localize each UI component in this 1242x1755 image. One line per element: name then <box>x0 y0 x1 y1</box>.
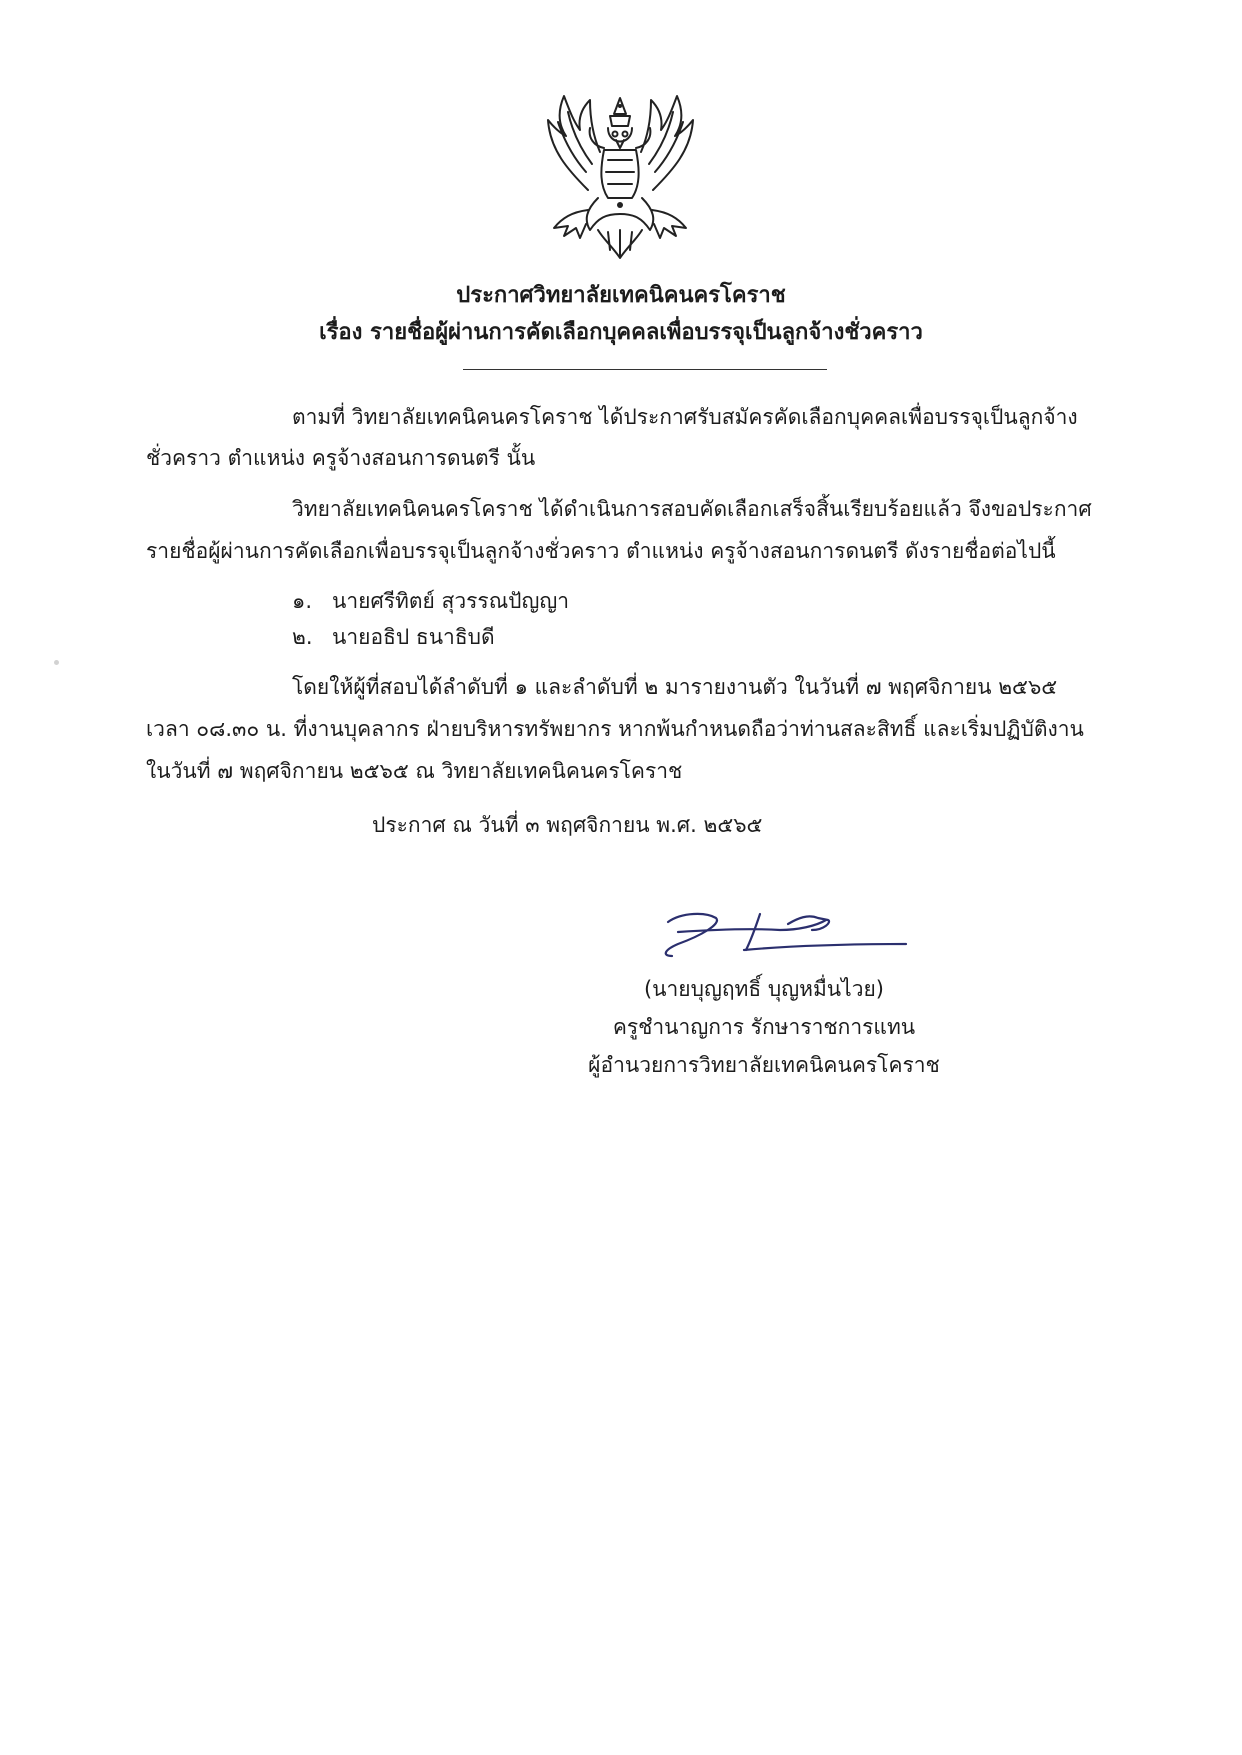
announce-date: ประกาศ ณ วันที่ ๓ พฤศจิกายน พ.ศ. ๒๕๖๕ <box>372 813 763 837</box>
signatory-name: (นายบุญฤทธิ์ บุญหมื่นไวย) <box>643 977 885 1001</box>
document-title: ประกาศวิทยาลัยเทคนิคนครโคราช <box>456 283 786 308</box>
signatory-position-1: ครูชำนาญการ รักษาราชการแทน <box>612 1015 916 1039</box>
garuda-emblem-icon <box>528 90 713 275</box>
paragraph-2-line-1: วิทยาลัยเทคนิคนครโคราช ได้ดำเนินการสอบคัดเลือกเสร็จสิ้นเรียบร้อยแล้ว จึงขอประกาศ <box>292 497 1092 521</box>
title-divider <box>463 369 827 370</box>
signatory-position-2: ผู้อำนวยการวิทยาลัยเทคนิคนครโคราช <box>588 1053 940 1077</box>
list-item-2-name: นายอธิป ธนาธิบดี <box>332 625 495 649</box>
list-item-1-name: นายศรีทิตย์ สุวรรณปัญญา <box>332 589 570 613</box>
paragraph-2-line-2: รายชื่อผู้ผ่านการคัดเลือกเพื่อบรรจุเป็นลูกจ้างชั่วคราว ตำแหน่ง ครูจ้างสอนการดนตรี ดังรายชื่อต่อไปนี้ <box>146 539 1056 563</box>
paragraph-3-line-2: เวลา ๐๘.๓๐ น. ที่งานบุคลากร ฝ่ายบริหารทรัพยากร หากพ้นกำหนดถือว่าท่านสละสิทธิ์ และเริ่มปฏิบัติงาน <box>146 717 1084 741</box>
list-item-1-number: ๑. <box>292 589 313 613</box>
scan-speck <box>54 660 59 665</box>
document-subject: เรื่อง รายชื่อผู้ผ่านการคัดเลือกบุคคลเพื่อบรรจุเป็นลูกจ้างชั่วคราว <box>319 320 923 345</box>
handwritten-signature <box>648 900 908 970</box>
paragraph-3-line-3: ในวันที่ ๗ พฤศจิกายน ๒๕๖๕ ณ วิทยาลัยเทคนิคนครโคราช <box>146 759 683 783</box>
paragraph-1-line-2: ชั่วคราว ตำแหน่ง ครูจ้างสอนการดนตรี นั้น <box>146 446 536 470</box>
paragraph-1-line-1: ตามที่ วิทยาลัยเทคนิคนครโคราช ได้ประกาศรับสมัครคัดเลือกบุคคลเพื่อบรรจุเป็นลูกจ้าง <box>292 405 1078 429</box>
paragraph-3-line-1: โดยให้ผู้ที่สอบได้ลำดับที่ ๑ และลำดับที่ ๒ มารายงานตัว ในวันที่ ๗ พฤศจิกายน ๒๕๖๕ <box>292 675 1058 699</box>
list-item-2-number: ๒. <box>292 625 313 649</box>
